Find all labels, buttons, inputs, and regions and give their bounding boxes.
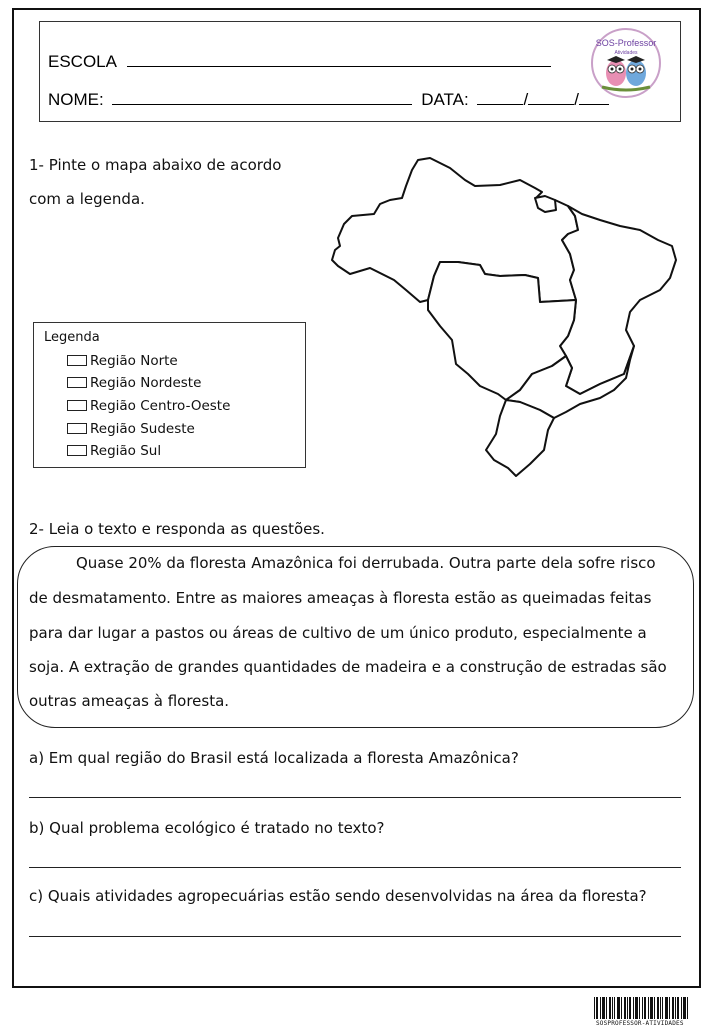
question1-line1: 1- Pinte o mapa abaixo de acordo xyxy=(29,156,282,174)
name-label: NOME: xyxy=(48,90,104,109)
answer-line-c[interactable] xyxy=(29,936,681,937)
paragraph-line: de desmatamento. Entre as maiores ameaças à floresta estão as queimadas feitas xyxy=(29,589,652,607)
answer-line-a[interactable] xyxy=(29,797,681,798)
legend-item-sul xyxy=(67,443,161,459)
header-box xyxy=(39,21,681,122)
legend-label-sudeste: Região Sudeste xyxy=(90,421,195,437)
paragraph-line: outras ameaças à floresta. xyxy=(29,692,230,710)
owl-blue-icon xyxy=(626,56,646,86)
school-line xyxy=(48,52,551,72)
question2-title: 2- Leia o texto e responda as questões. xyxy=(29,520,325,538)
date-year-field[interactable] xyxy=(579,104,609,105)
legend-swatch-centro-oeste[interactable] xyxy=(67,400,87,411)
school-label: ESCOLA xyxy=(48,52,117,71)
legend-label-norte: Região Norte xyxy=(90,353,178,369)
map-region-nordeste[interactable] xyxy=(560,206,676,394)
paragraph-line: para dar lugar a pastos ou áreas de cultivo de um único produto, especialmente a xyxy=(29,624,647,642)
legend-swatch-sudeste[interactable] xyxy=(67,423,87,434)
brazil-regions-map xyxy=(330,150,680,480)
legend-item-nordeste xyxy=(67,375,201,391)
date-label: DATA: xyxy=(421,90,469,109)
name-field[interactable] xyxy=(112,104,412,105)
school-field[interactable] xyxy=(127,66,551,67)
date-month-field[interactable] xyxy=(528,104,574,105)
name-date-line: NOME: DATA: / / xyxy=(48,90,609,110)
paragraph-line: Quase 20% da floresta Amazônica foi derrubada. Outra parte dela sofre risco xyxy=(76,554,656,572)
question-b: b) Qual problema ecológico é tratado no texto? xyxy=(29,819,385,837)
answer-line-b[interactable] xyxy=(29,867,681,868)
legend-swatch-sul[interactable] xyxy=(67,445,87,456)
logo-subtitle: Atividades xyxy=(614,50,638,56)
map-region-sul[interactable] xyxy=(486,400,554,476)
legend-label-nordeste: Região Nordeste xyxy=(90,375,202,391)
barcode-icon xyxy=(594,997,688,1019)
question-a: a) Em qual região do Brasil está localizada a floresta Amazônica? xyxy=(29,749,519,767)
question-c: c) Quais atividades agropecuárias estão sendo desenvolvidas na área da floresta? xyxy=(29,887,647,905)
legend-item-centro-oeste xyxy=(67,398,230,414)
sos-professor-logo xyxy=(590,27,662,99)
legend-item-norte xyxy=(67,353,178,369)
date-day-field[interactable] xyxy=(477,104,523,105)
legend-box xyxy=(33,322,306,468)
owl-pink-icon xyxy=(606,56,626,86)
legend-label-centro-oeste: Região Centro-Oeste xyxy=(90,398,231,414)
barcode-text: SOSPROFESSOR-ATIVIDADES xyxy=(596,1020,684,1027)
legend-swatch-norte[interactable] xyxy=(67,355,87,366)
logo-title: SOS-Professor xyxy=(595,38,657,48)
paragraph-line: soja. A extração de grandes quantidades de madeira e a construção de estradas são xyxy=(29,658,667,676)
legend-title: Legenda xyxy=(44,330,100,345)
question1-line2: com a legenda. xyxy=(29,190,145,208)
legend-item-sudeste xyxy=(67,421,195,437)
legend-label-sul: Região Sul xyxy=(90,443,162,459)
legend-swatch-nordeste[interactable] xyxy=(67,377,87,388)
